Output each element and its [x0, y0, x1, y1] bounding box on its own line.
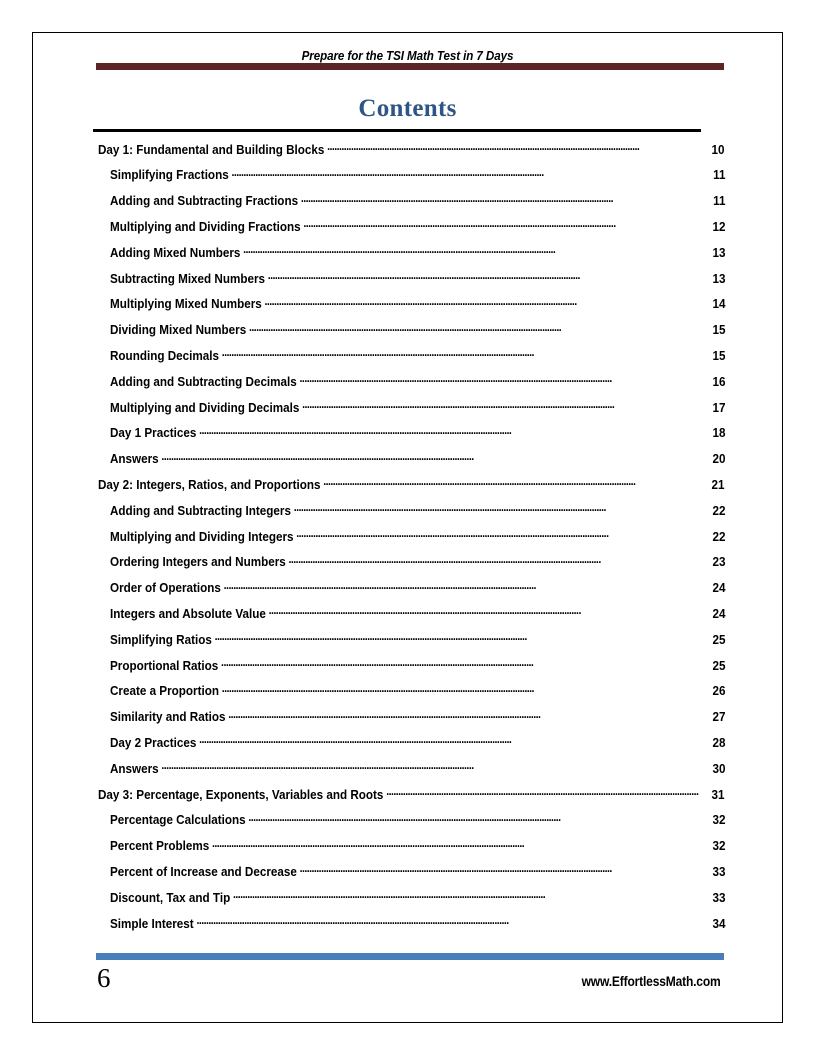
toc-dot-leader [215, 631, 707, 644]
toc-entry-label: Percent of Increase and Decrease [110, 865, 297, 879]
toc-entry[interactable] [98, 476, 725, 502]
page-title: Contents [358, 95, 457, 122]
toc-entry-page-number: 15 [712, 323, 726, 338]
toc-entry[interactable] [110, 915, 725, 941]
toc-entry[interactable] [110, 838, 725, 864]
toc-entry[interactable] [110, 425, 725, 451]
toc-dot-leader [296, 528, 707, 541]
toc-entry-page-number: 10 [711, 142, 725, 157]
toc-entry-label: Order of Operations [110, 581, 221, 596]
toc-entry-page-number: 28 [712, 736, 726, 751]
toc-dot-leader [249, 322, 707, 335]
toc-entry-page-number: 13 [712, 271, 726, 286]
header-rule [96, 63, 724, 70]
toc-entry-label: Day 2 Practices [110, 736, 197, 751]
toc-entry[interactable] [110, 218, 725, 244]
toc-entry-page-number: 11 [713, 168, 726, 183]
toc-entry[interactable] [110, 502, 725, 528]
toc-entry-label: Day 1 Practices [110, 426, 197, 441]
toc-entry[interactable] [110, 347, 725, 373]
toc-entry-label: Answers [110, 452, 159, 467]
toc-dot-leader [301, 193, 707, 206]
toc-dot-leader [199, 734, 707, 747]
toc-entry-label: Discount, Tax and Tip [110, 890, 231, 905]
toc-dot-leader [303, 218, 707, 231]
toc-entry-page-number: 26 [712, 684, 726, 699]
toc-dot-leader [265, 296, 708, 309]
toc-dot-leader [248, 812, 707, 825]
toc-dot-leader [231, 167, 707, 180]
toc-entry-page-number: 18 [712, 426, 726, 441]
toc-entry-label: Multiplying Mixed Numbers [110, 297, 262, 312]
toc-dot-leader [268, 270, 707, 283]
toc-entry[interactable] [110, 296, 725, 322]
toc-entry-page-number: 21 [711, 478, 725, 493]
toc-entry-page-number: 13 [712, 245, 726, 260]
toc-entry[interactable] [98, 786, 725, 812]
toc-entry[interactable] [110, 270, 725, 296]
toc-entry[interactable] [110, 709, 725, 735]
toc-entry[interactable] [110, 605, 725, 631]
site-url: www.EffortlessMath.com [582, 973, 721, 989]
toc-dot-leader [161, 760, 707, 773]
toc-entry-page-number: 23 [712, 555, 726, 570]
document-page [32, 32, 783, 1023]
toc-dot-leader [386, 786, 706, 799]
page-number: 6 [97, 963, 111, 993]
toc-dot-leader [323, 476, 706, 489]
toc-dot-leader [327, 141, 706, 154]
toc-entry-page-number: 32 [712, 813, 726, 828]
toc-entry[interactable] [110, 889, 725, 915]
toc-dot-leader [300, 863, 707, 876]
toc-entry-page-number: 34 [712, 916, 726, 931]
toc-entry-page-number: 32 [712, 839, 726, 854]
toc-entry-label: Adding and Subtracting Integers [110, 503, 291, 518]
toc-entry[interactable] [110, 580, 725, 606]
toc-dot-leader [221, 657, 707, 670]
toc-entry-page-number: 25 [712, 632, 726, 647]
toc-entry[interactable] [110, 244, 725, 270]
toc-dot-leader [269, 605, 707, 618]
toc-entry-label: Integers and Absolute Value [110, 607, 266, 622]
contents-title-rule [93, 129, 701, 132]
toc-entry[interactable] [110, 554, 725, 580]
toc-dot-leader [161, 451, 707, 464]
toc-dot-leader [224, 580, 707, 593]
toc-entry-page-number: 25 [712, 658, 726, 673]
toc-entry-label: Day 1: Fundamental and Building Blocks [98, 142, 325, 157]
toc-entry-page-number: 31 [711, 787, 725, 802]
toc-entry-page-number: 12 [712, 220, 726, 235]
toc-entry-page-number: 15 [712, 349, 726, 364]
toc-entry[interactable] [110, 734, 725, 760]
toc-entry[interactable] [110, 683, 725, 709]
toc-entry[interactable] [110, 863, 725, 889]
toc-entry-label: Multiplying and Dividing Integers [110, 529, 294, 544]
toc-entry-page-number: 22 [712, 503, 726, 518]
toc-entry-page-number: 33 [712, 865, 726, 879]
toc-entry-page-number: 24 [712, 607, 726, 622]
toc-entry-label: Adding and Subtracting Decimals [110, 374, 297, 389]
toc-entry[interactable] [110, 631, 725, 657]
toc-entry-label: Dividing Mixed Numbers [110, 323, 247, 338]
toc-entry[interactable] [110, 322, 725, 348]
toc-entry[interactable] [110, 812, 725, 838]
toc-dot-leader [289, 554, 708, 567]
toc-dot-leader [294, 502, 707, 515]
toc-entry-page-number: 17 [712, 400, 726, 415]
toc-entry[interactable] [110, 760, 725, 786]
toc-entry[interactable] [110, 528, 725, 554]
toc-entry[interactable] [98, 141, 725, 167]
toc-entry-label: Subtracting Mixed Numbers [110, 271, 266, 286]
toc-entry-label: Simple Interest [110, 916, 194, 931]
toc-entry-label: Percentage Calculations [110, 813, 246, 828]
toc-entry-label: Ordering Integers and Numbers [110, 555, 286, 570]
toc-entry-label: Adding and Subtracting Fractions [110, 194, 299, 209]
toc-entry-label: Rounding Decimals [110, 349, 219, 364]
toc-entry[interactable] [110, 167, 725, 193]
footer-rule [96, 953, 724, 960]
toc-entry[interactable] [110, 657, 725, 683]
toc-entry-label: Day 2: Integers, Ratios, and Proportions [98, 478, 321, 493]
toc-entry[interactable] [110, 373, 725, 399]
toc-entry-label: Percent Problems [110, 839, 210, 854]
toc-entry-label: Create a Proportion [110, 684, 219, 699]
toc-dot-leader [222, 683, 707, 696]
toc-entry-label: Day 3: Percentage, Exponents, Variables and Roots [98, 787, 384, 802]
toc-entry-label: Simplifying Fractions [110, 168, 229, 183]
toc-dot-leader [196, 915, 707, 928]
toc-entry-label: Similarity and Ratios [110, 710, 226, 725]
toc-entry[interactable] [110, 193, 725, 219]
toc-dot-leader [212, 838, 707, 851]
toc-dot-leader [199, 425, 707, 438]
toc-dot-leader [302, 399, 707, 412]
toc-entry[interactable] [110, 399, 725, 425]
toc-entry-label: Multiplying and Dividing Fractions [110, 220, 301, 235]
toc-dot-leader [228, 709, 707, 722]
toc-entry-label: Proportional Ratios [110, 658, 219, 673]
toc-entry-page-number: 16 [712, 374, 726, 389]
toc-entry-page-number: 14 [712, 297, 726, 312]
running-header-title: Prepare for the TSI Math Test in 7 Days [301, 49, 514, 63]
toc-entry-page-number: 22 [712, 529, 726, 544]
toc-entry-page-number: 20 [712, 452, 726, 467]
toc-entry-page-number: 30 [712, 761, 726, 776]
toc-entry-label: Adding Mixed Numbers [110, 245, 241, 260]
toc-dot-leader [222, 347, 707, 360]
toc-dot-leader [233, 889, 707, 902]
toc-entry-page-number: 11 [713, 194, 726, 209]
toc-entry[interactable] [110, 451, 725, 477]
toc-entry-label: Answers [110, 761, 159, 776]
toc-entry-page-number: 24 [712, 581, 726, 596]
toc-dot-leader [300, 373, 708, 386]
toc-dot-leader [243, 244, 707, 257]
table-of-contents [33, 141, 782, 941]
toc-entry-label: Simplifying Ratios [110, 632, 212, 647]
toc-entry-page-number: 33 [712, 890, 726, 905]
toc-entry-page-number: 27 [712, 710, 726, 725]
toc-entry-label: Multiplying and Dividing Decimals [110, 400, 300, 415]
